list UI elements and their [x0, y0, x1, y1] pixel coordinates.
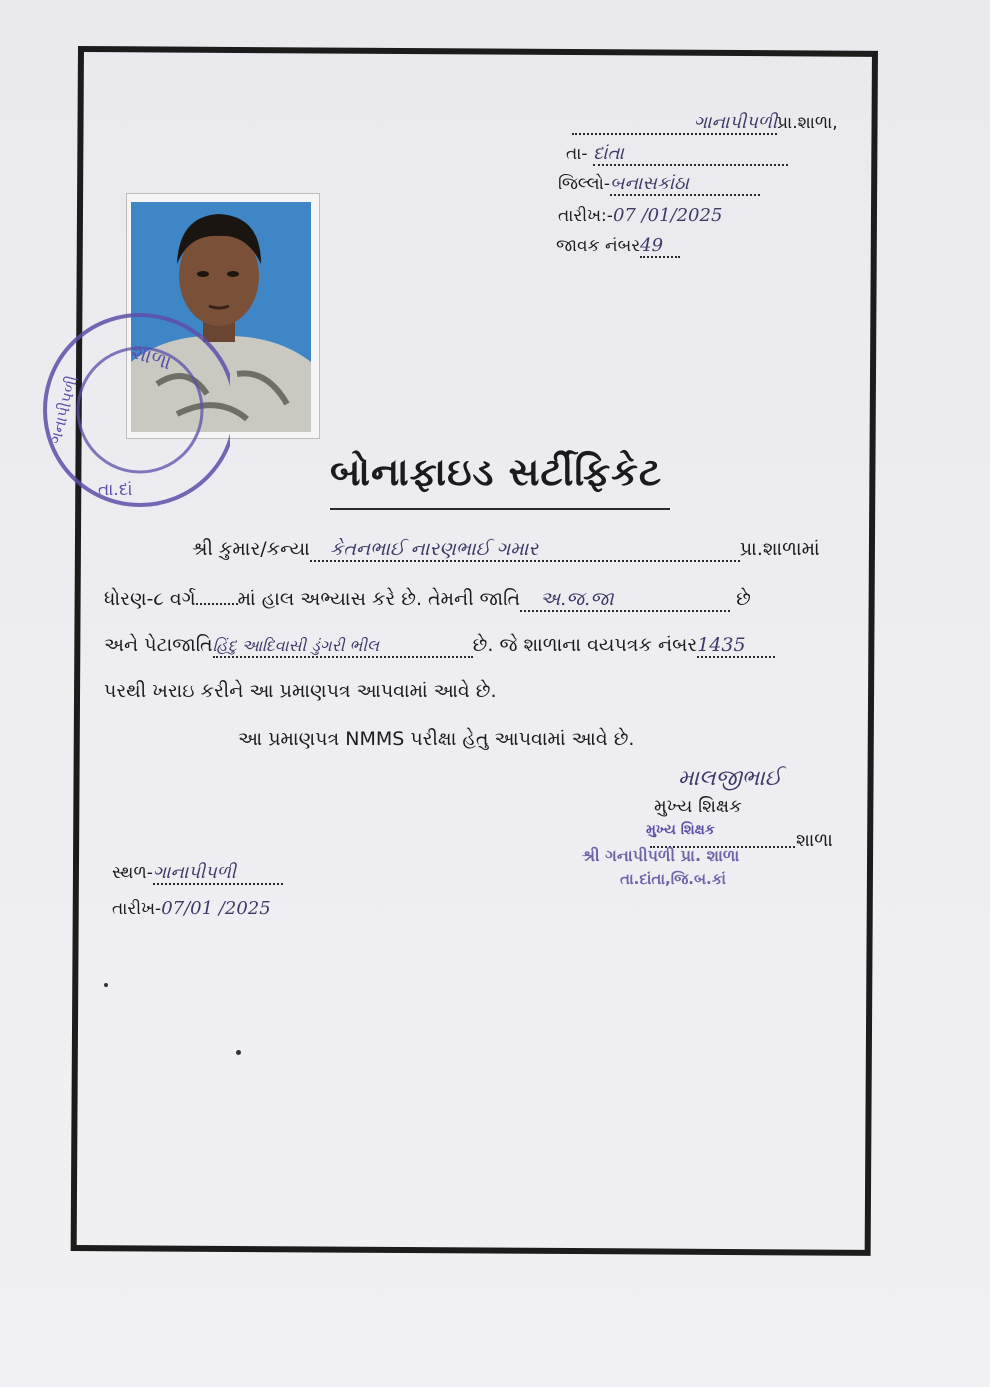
footer-place-line [112, 862, 283, 885]
round-stamp-bottom-text: તા.દાં [98, 480, 133, 500]
header-district-label: જિલ્લો- [558, 174, 611, 194]
header-district-line [558, 173, 760, 196]
subcaste-label: અને પેટાજાતિ [104, 634, 213, 656]
header-date-value: 07 /01/2025 [612, 205, 723, 226]
header-outward-label: જાવક નંબર [556, 236, 641, 256]
stamp-address: તા.દાંતા,જિ.બ.કાં [620, 870, 726, 888]
header-school-name: ગાનાપીપળી [572, 112, 777, 135]
line2-end: છે [736, 588, 751, 610]
student-prefix: શ્રી કુમાર/કન્યા [192, 538, 310, 560]
register-text: છે. જે શાળાના વયપત્રક નંબર [472, 634, 698, 656]
stamp-school-name: શ્રી ગનાપીપળી પ્રા. શાળા [582, 846, 740, 865]
division-blank [196, 603, 238, 605]
school-suffix: પ્રા.શાળામાં [739, 538, 820, 560]
paper-speck [104, 983, 108, 987]
header-taluka-value: દાંતા [593, 143, 788, 166]
round-stamp-left-text: ગનાપીપળી [45, 373, 82, 447]
footer-date-value: 07/01 /2025 [161, 898, 271, 919]
footer-place-label: સ્થળ- [112, 863, 153, 883]
shala-word: શાળા [796, 830, 833, 851]
subcaste-value: હિંદુ આદિવાસી ડુંગરી ભીલ [213, 636, 473, 658]
body-line-2 [104, 588, 751, 612]
header-outward-line [556, 235, 680, 258]
caste-value: અ.જ.જા [520, 588, 730, 612]
std-text: ધોરણ-૮ વર્ગ [104, 588, 196, 610]
header-taluka-line [566, 143, 788, 166]
header-date-line [558, 205, 722, 226]
body-line-3 [104, 634, 775, 658]
body-line-1 [192, 538, 820, 562]
title-underline [330, 508, 670, 510]
header-outward-value: 49 [640, 235, 680, 258]
footer-place-value: ગાનાપીપળી [153, 862, 283, 885]
header-district-value: બનાસકાંઠા [610, 173, 760, 196]
header-school-suffix: પ્રા.શાળા, [777, 113, 838, 133]
register-number: 1435 [697, 634, 775, 658]
stamp-designation: મુખ્ય શિક્ષક [646, 822, 715, 838]
body-line-5: આ પ્રમાણપત્ર NMMS પરીક્ષા હેતુ આપવામાં આવે છે. [238, 728, 635, 750]
body-line-4: પરથી ખરાઇ કરીને આ પ્રમાણપત્ર આપવામાં આવે છે. [104, 680, 497, 702]
certificate-title: બોનાફાઇડ સર્ટીફિકેટ [330, 450, 663, 494]
header-date-label: તારીખ:- [558, 206, 613, 226]
headmaster-signature: માલજીભાઈ [678, 766, 782, 791]
student-name: કેતનભાઈ નારણભાઈ ગમાર [310, 538, 740, 562]
footer-date-label: તારીખ- [112, 899, 162, 919]
study-text: માં હાલ અભ્યાસ કરે છે. તેમની જાતિ [237, 588, 521, 610]
round-stamp-top-text: શાળા [128, 338, 175, 375]
footer-date-line [112, 898, 271, 919]
paper-speck [236, 1050, 241, 1055]
signature-designation: મુખ્ય શિક્ષક [654, 796, 742, 817]
header-school-line [572, 112, 838, 135]
header-taluka-label: તા- [566, 144, 588, 164]
round-school-stamp [20, 305, 230, 510]
